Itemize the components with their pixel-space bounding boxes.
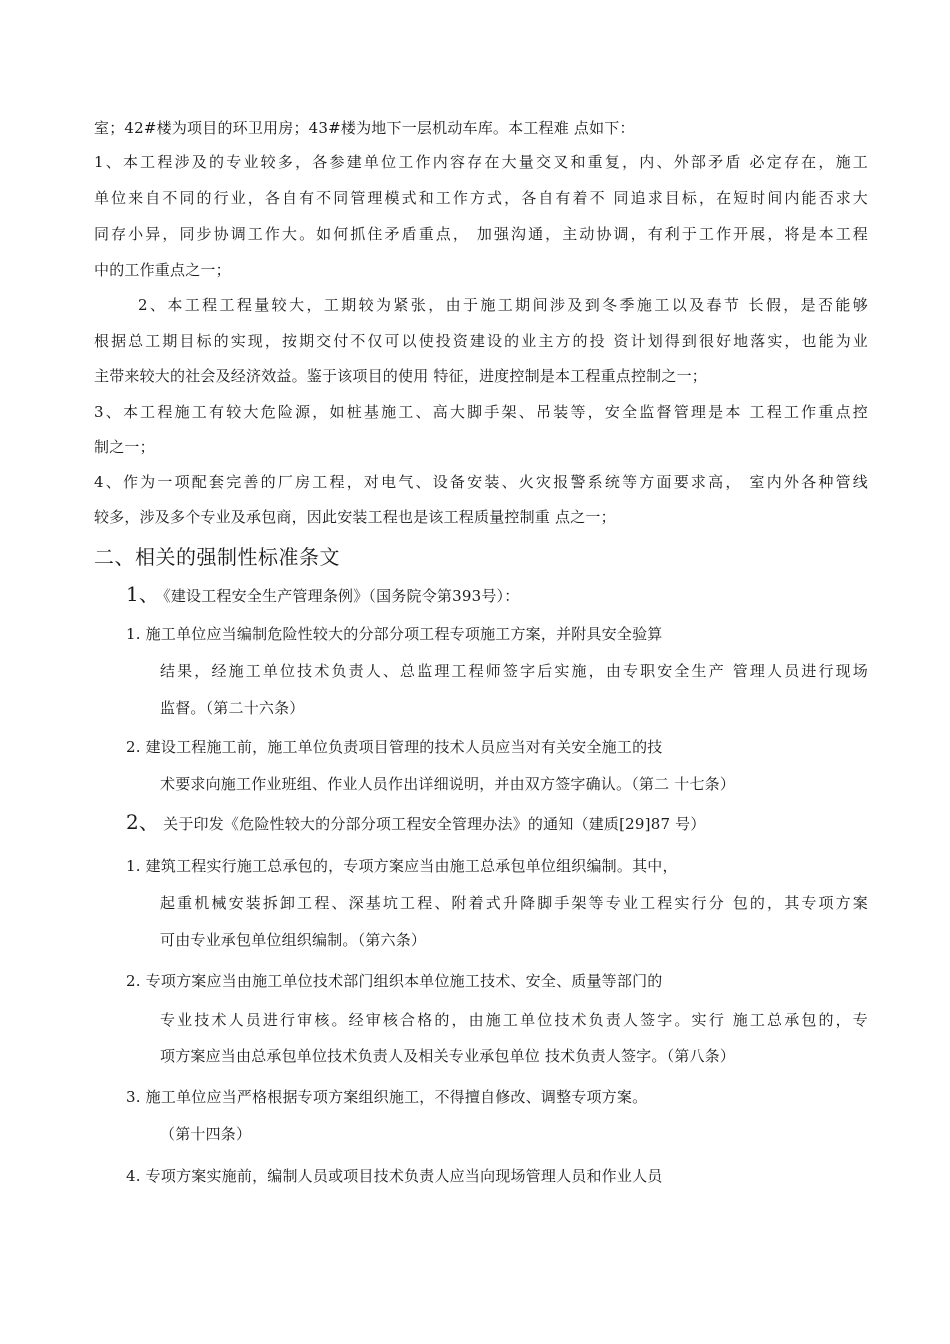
point-2-line: 2、本工程工程量较大，工期较为紧张，由于施工期间涉及到冬季施工以及春节 长假，是否能够 bbox=[138, 296, 868, 314]
point-2-line: 主带来较大的社会及经济效益。鉴于该项目的使用 特征，进度控制是本工程重点控制之一； bbox=[94, 367, 707, 385]
regulation-item-line: 4. 专项方案实施前，编制人员或项目技术负责人应当向现场管理人员和作业人员 bbox=[126, 1167, 663, 1185]
regulation-item-line: 2. 专项方案应当由施工单位技术部门组织本单位施工技术、安全、质量等部门的 bbox=[126, 972, 663, 990]
regulation-item-line: 可由专业承包单位组织编制。（第六条） bbox=[160, 931, 427, 949]
regulation-item-line: 项方案应当由总承包单位技术负责人及相关专业承包单位 技术负责人签字。（第八条） bbox=[160, 1047, 736, 1065]
subsection-1-heading bbox=[126, 584, 519, 606]
section-2-heading: 二、相关的强制性标准条文 bbox=[94, 545, 340, 569]
regulation-item-line: （第十四条） bbox=[160, 1125, 252, 1143]
regulation-item-line: 结果，经施工单位技术负责人、总监理工程师签字后实施，由专职安全生产 管理人员进行现场 bbox=[160, 662, 868, 680]
regulation-item-line: 1. 建筑工程实行施工总承包的，专项方案应当由施工总承包单位组织编制。其中， bbox=[126, 857, 678, 875]
point-1-line: 1、本工程涉及的专业较多，各参建单位工作内容存在大量交叉和重复，内、外部矛盾 必定存在，施工 bbox=[94, 153, 868, 171]
point-1-line: 单位来自不同的行业，各自有不同管理模式和工作方式，各自有着不 同追求目标，在短时间内能否求大 bbox=[94, 189, 868, 207]
subsection-2-number: 2、 bbox=[126, 810, 160, 834]
subsection-1-number: 1、 bbox=[126, 582, 160, 606]
intro-line: 室；42#楼为项目的环卫用房；43#楼为地下一层机动车库。本工程难 点如下： bbox=[94, 119, 635, 137]
regulation-item-line: 专业技术人员进行审核。经审核合格的，由施工单位技术负责人签字。实行 施工总承包的，专 bbox=[160, 1011, 868, 1029]
point-4-line: 较多，涉及多个专业及承包商，因此安装工程也是该工程质量控制重 点之一； bbox=[94, 508, 616, 526]
subsection-2-title: 关于印发《危险性较大的分部分项工程安全管理办法》的通知（建质[29]87 号） bbox=[163, 815, 706, 833]
point-3-line: 制之一； bbox=[94, 438, 155, 456]
regulation-item-line: 1. 施工单位应当编制危险性较大的分部分项工程专项施工方案，并附具安全验算 bbox=[126, 625, 663, 643]
regulation-item-line: 起重机械安装拆卸工程、深基坑工程、附着式升降脚手架等专业工程实行分 包的，其专项方案 bbox=[160, 894, 868, 912]
regulation-item-line: 3. 施工单位应当严格根据专项方案组织施工，不得擅自修改、调整专项方案。 bbox=[126, 1088, 648, 1106]
regulation-item-line: 术要求向施工作业班组、作业人员作出详细说明，并由双方签字确认。（第二 十七条） bbox=[160, 775, 736, 793]
subsection-2-heading bbox=[126, 812, 706, 834]
point-4-line: 4、作为一项配套完善的厂房工程，对电气、设备安装、火灾报警系统等方面要求高， 室内外各种管线 bbox=[94, 473, 868, 491]
point-3-line: 3、本工程施工有较大危险源，如桩基施工、高大脚手架、吊装等，安全监督管理是本 工程工作重点控 bbox=[94, 403, 868, 421]
regulation-item-line: 监督。（第二十六条） bbox=[160, 699, 305, 717]
point-1-line: 中的工作重点之一； bbox=[94, 261, 231, 279]
point-2-line: 根据总工期目标的实现，按期交付不仅可以使投资建设的业主方的投 资计划得到很好地落实，也能为业 bbox=[94, 332, 868, 350]
regulation-item-line: 2. 建设工程施工前，施工单位负责项目管理的技术人员应当对有关安全施工的技 bbox=[126, 738, 663, 756]
point-1-line: 同存小异，同步协调工作大。如何抓住矛盾重点， 加强沟通，主动协调，有利于工作开展，将是本工程 bbox=[94, 225, 868, 243]
subsection-1-title: 《建设工程安全生产管理条例》（国务院令第393号）： bbox=[163, 587, 520, 605]
